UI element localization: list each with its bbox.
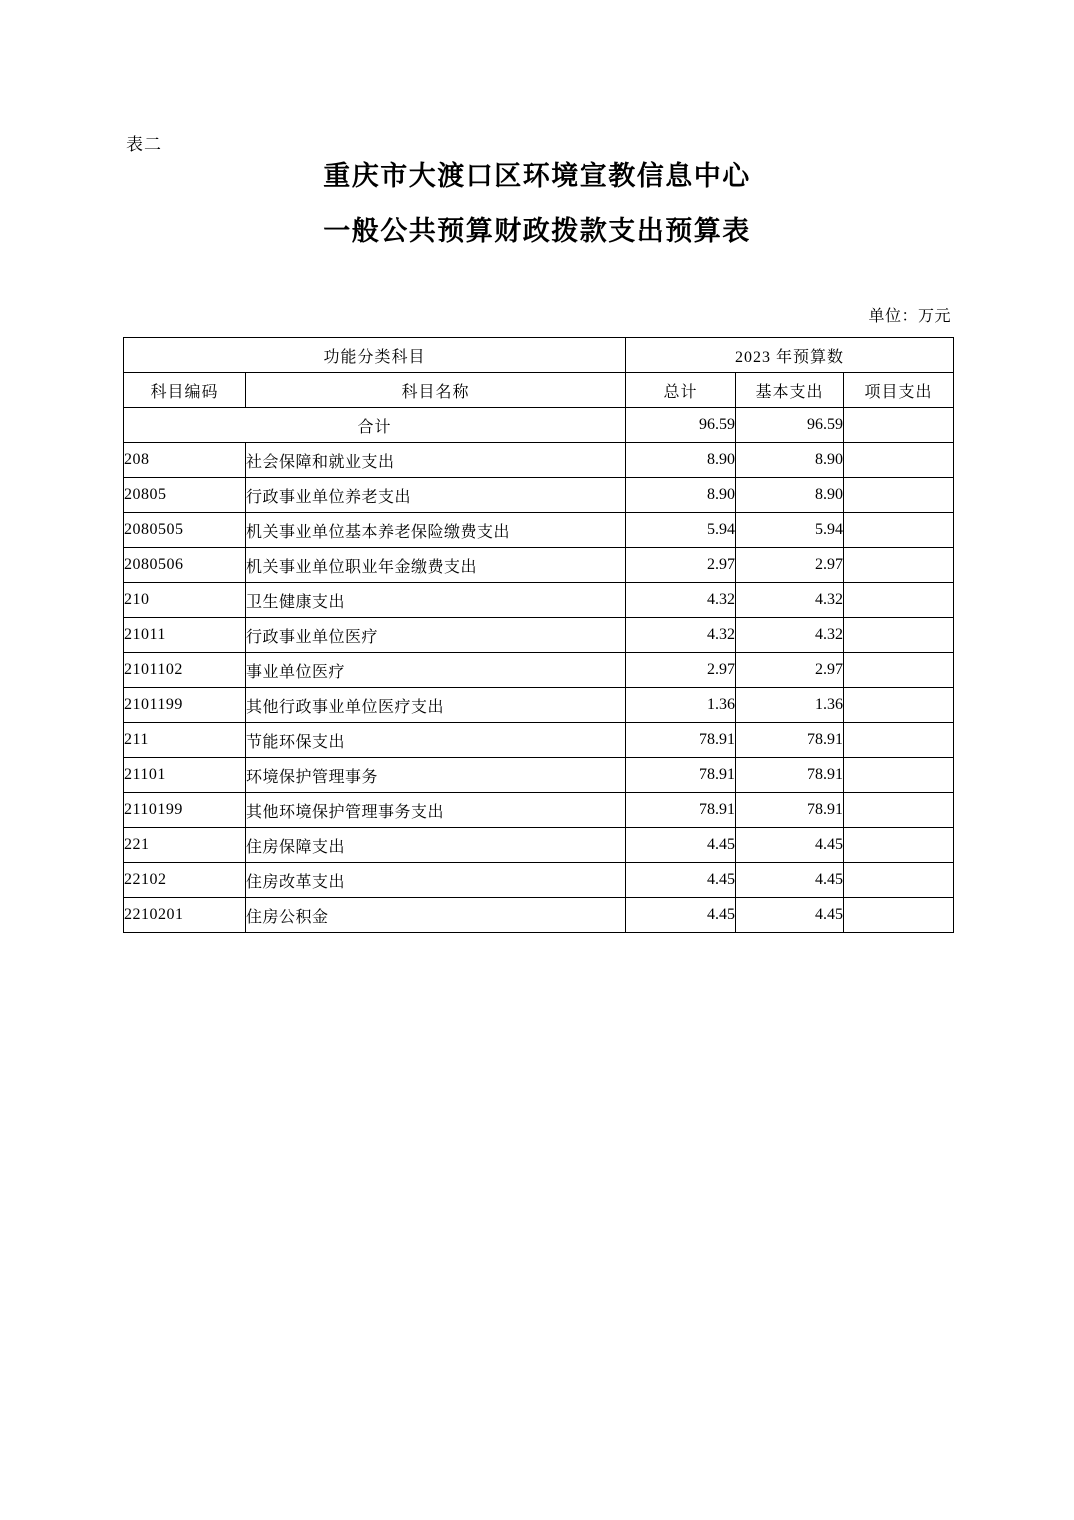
cell-project-expenditure (844, 898, 954, 933)
cell-project-expenditure (844, 723, 954, 758)
cell-subject-code: 20805 (124, 478, 246, 513)
cell-subject-name: 住房保障支出 (246, 828, 626, 863)
table-row (124, 688, 954, 723)
cell-subject-code: 2110199 (124, 793, 246, 828)
cell-subject-code: 2080506 (124, 548, 246, 583)
cell-basic-expenditure: 78.91 (736, 723, 844, 758)
cell-total-amount: 4.45 (626, 828, 736, 863)
cell-total-amount: 78.91 (626, 723, 736, 758)
cell-basic-expenditure: 2.97 (736, 653, 844, 688)
cell-project-expenditure (844, 828, 954, 863)
cell-project-expenditure (844, 478, 954, 513)
cell-subject-code: 210 (124, 583, 246, 618)
table-row (124, 653, 954, 688)
cell-total-amount: 4.32 (626, 618, 736, 653)
sheet-label: 表二 (126, 135, 162, 154)
table-row (124, 618, 954, 653)
cell-total-amount: 96.59 (626, 408, 736, 443)
table-row (124, 548, 954, 583)
table-row (124, 478, 954, 513)
cell-subject-name: 行政事业单位养老支出 (246, 478, 626, 513)
cell-subject-name: 事业单位医疗 (246, 653, 626, 688)
cell-subject-name: 机关事业单位职业年金缴费支出 (246, 548, 626, 583)
cell-project-expenditure (844, 793, 954, 828)
table-row (124, 828, 954, 863)
cell-basic-expenditure: 1.36 (736, 688, 844, 723)
cell-basic-expenditure: 4.45 (736, 898, 844, 933)
cell-subject-name: 机关事业单位基本养老保险缴费支出 (246, 513, 626, 548)
cell-total-amount: 2.97 (626, 653, 736, 688)
cell-basic-expenditure: 8.90 (736, 478, 844, 513)
table-row (124, 898, 954, 933)
table-row (124, 583, 954, 618)
header-group-function-category: 功能分类科目 (124, 338, 626, 373)
cell-subject-code: 211 (124, 723, 246, 758)
table-row (124, 513, 954, 548)
cell-basic-expenditure: 96.59 (736, 408, 844, 443)
table-row (124, 758, 954, 793)
cell-total-amount: 1.36 (626, 688, 736, 723)
cell-basic-expenditure: 78.91 (736, 758, 844, 793)
cell-subject-code: 2101102 (124, 653, 246, 688)
cell-subject-name: 其他环境保护管理事务支出 (246, 793, 626, 828)
table-row (124, 443, 954, 478)
table-header-group-row (124, 338, 954, 373)
cell-subject-name: 节能环保支出 (246, 723, 626, 758)
cell-subject-name: 住房公积金 (246, 898, 626, 933)
cell-basic-expenditure: 4.45 (736, 828, 844, 863)
table-row (124, 723, 954, 758)
cell-total-amount: 8.90 (626, 478, 736, 513)
row-total-label: 合计 (124, 408, 626, 443)
header-col-basic: 基本支出 (736, 373, 844, 408)
cell-subject-name: 社会保障和就业支出 (246, 443, 626, 478)
cell-total-amount: 4.45 (626, 863, 736, 898)
cell-total-amount: 4.45 (626, 898, 736, 933)
cell-total-amount: 5.94 (626, 513, 736, 548)
cell-project-expenditure (844, 863, 954, 898)
title-line-subject: 一般公共预算财政拨款支出预算表 (323, 216, 751, 246)
cell-total-amount: 2.97 (626, 548, 736, 583)
cell-subject-code: 21011 (124, 618, 246, 653)
header-col-code: 科目编码 (124, 373, 246, 408)
cell-subject-code: 22102 (124, 863, 246, 898)
header-group-budget-year: 2023 年预算数 (626, 338, 954, 373)
cell-basic-expenditure: 8.90 (736, 443, 844, 478)
cell-subject-code: 2080505 (124, 513, 246, 548)
title-line-organization: 重庆市大渡口区环境宣教信息中心 (323, 161, 751, 191)
budget-table (123, 337, 954, 933)
cell-project-expenditure (844, 513, 954, 548)
cell-total-amount: 4.32 (626, 583, 736, 618)
cell-subject-code: 208 (124, 443, 246, 478)
cell-project-expenditure (844, 548, 954, 583)
table-row (124, 863, 954, 898)
cell-subject-code: 221 (124, 828, 246, 863)
cell-basic-expenditure: 2.97 (736, 548, 844, 583)
cell-project-expenditure (844, 408, 954, 443)
cell-subject-name: 其他行政事业单位医疗支出 (246, 688, 626, 723)
table-body (124, 408, 954, 933)
cell-total-amount: 78.91 (626, 758, 736, 793)
header-col-project: 项目支出 (844, 373, 954, 408)
cell-subject-code: 2210201 (124, 898, 246, 933)
header-col-name: 科目名称 (246, 373, 626, 408)
cell-total-amount: 8.90 (626, 443, 736, 478)
cell-project-expenditure (844, 758, 954, 793)
cell-subject-name: 行政事业单位医疗 (246, 618, 626, 653)
unit-note: 单位：万元 (868, 308, 951, 325)
cell-project-expenditure (844, 618, 954, 653)
cell-project-expenditure (844, 443, 954, 478)
cell-basic-expenditure: 4.32 (736, 618, 844, 653)
cell-subject-code: 21101 (124, 758, 246, 793)
table-row (124, 408, 954, 443)
cell-subject-name: 卫生健康支出 (246, 583, 626, 618)
table-header (124, 338, 954, 408)
cell-basic-expenditure: 78.91 (736, 793, 844, 828)
cell-project-expenditure (844, 653, 954, 688)
cell-basic-expenditure: 4.32 (736, 583, 844, 618)
cell-basic-expenditure: 5.94 (736, 513, 844, 548)
cell-subject-code: 2101199 (124, 688, 246, 723)
cell-project-expenditure (844, 583, 954, 618)
cell-subject-name: 环境保护管理事务 (246, 758, 626, 793)
cell-basic-expenditure: 4.45 (736, 863, 844, 898)
cell-project-expenditure (844, 688, 954, 723)
table-row (124, 793, 954, 828)
cell-subject-name: 住房改革支出 (246, 863, 626, 898)
header-col-total: 总计 (626, 373, 736, 408)
cell-total-amount: 78.91 (626, 793, 736, 828)
table-header-column-row (124, 373, 954, 408)
document-title (0, 163, 1074, 245)
